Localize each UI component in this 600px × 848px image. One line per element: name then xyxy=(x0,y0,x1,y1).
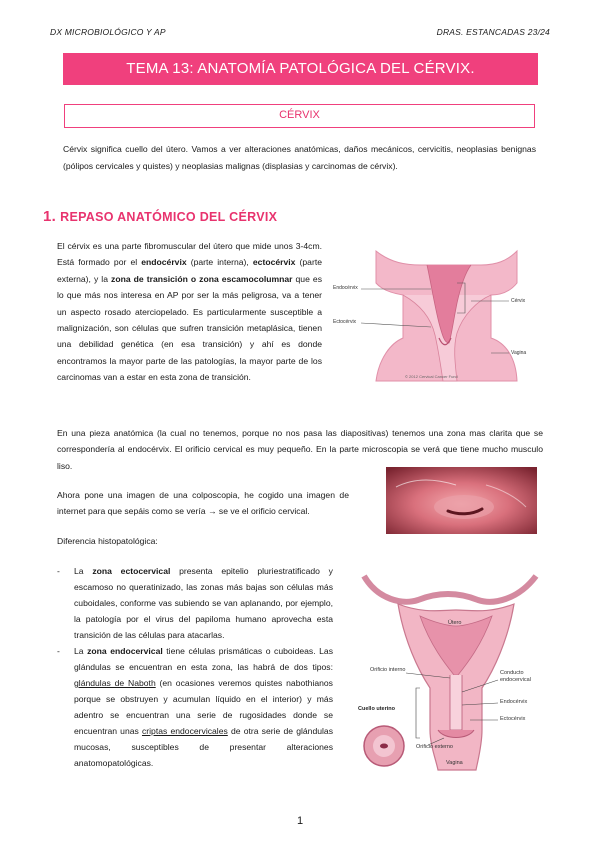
page-number: 1 xyxy=(296,815,304,827)
histology-list xyxy=(57,563,333,771)
intro-paragraph: Cérvix significa cuello del útero. Vamos a ver alteraciones anatómicas, daños mecánicos, cervicitis, neoplasias benignas (pólipos cervicales y quistes) y neoplasias malignas (displasias y carcinomas de cérvix). xyxy=(63,144,536,171)
term-ectocervix: ectocérvix xyxy=(252,257,296,268)
cervix-anatomy-figure xyxy=(331,243,538,383)
label-cervix: Cérvix xyxy=(511,298,526,304)
histo-heading: Diferencia histopatológica: xyxy=(57,536,158,546)
text-run: La xyxy=(74,646,88,656)
term-endocervical-crypts: criptas endocervicales xyxy=(141,726,228,736)
header-right: DRAS. ESTANCADAS 23/24 xyxy=(436,27,550,37)
anatomy-paragraph xyxy=(57,238,322,386)
text-run: tiene células prismáticas o cuboideas. Las glándulas se encuentran en esta zona, las habrá de dos tipos: xyxy=(74,646,333,672)
label-internal-os: Orificio interno xyxy=(370,667,406,673)
label-vagina: Vagina xyxy=(511,350,527,356)
list-item xyxy=(57,563,333,643)
label-ectocervix: Ectocérvix xyxy=(500,716,526,722)
figure-credit: © 2012 Cervical Cancer Fund xyxy=(405,374,458,379)
bullet-dash: - xyxy=(57,646,60,656)
section-title: REPASO ANATÓMICO DEL CÉRVIX xyxy=(60,210,278,224)
header-left: DX MICROBIOLÓGICO Y AP xyxy=(50,27,166,37)
text-run: que es lo que más nos interesa en AP por ser la más peligrosa, va a tener un aspecto rosado aterciopelado. Es particularmente susceptible a malignización, son células que sufren transición metaplásica, tienen una debilidad genética (en esa transición) y ahí es donde encontramos la mayor parte de las patologías, la mayor parte de los carcinomas van a estar en esta zona de transición. xyxy=(57,273,322,383)
list-item xyxy=(57,643,333,771)
text-run: (parte interna), xyxy=(186,257,253,268)
text-run: La xyxy=(74,566,93,576)
text-run: presenta epitelio pluriestratificado y escamoso no queratinizado, las zonas más bajas son células más cuboidales, conforme vas subiendo se van aplanando, por ejemplo, la patología por el virus del papiloma humano aprovecha esta transición de las células para atacarlas. xyxy=(74,566,333,640)
label-ectocervix: Ectocérvix xyxy=(333,319,357,325)
term-endocervical-zone: zona endocervical xyxy=(87,646,163,656)
label-external-os: Orificio externo xyxy=(416,744,453,750)
text-run: (en ocasiones veremos quistes nabothianos porque se obstruyen y acumulan líquido en el interior) y más adentro se encuentran una serie de rugosidades donde se encuentran unas xyxy=(74,678,333,736)
label-cervix-uteri: Cuello uterino xyxy=(358,706,395,712)
term-endocervix: endocérvix xyxy=(141,257,187,268)
colposcopy-photo xyxy=(386,467,537,534)
label-vagina: Vagina xyxy=(446,760,463,766)
section-subtitle: CÉRVIX xyxy=(64,104,535,128)
colposcopy-illustration xyxy=(386,467,537,534)
text-run: El cérvix es una parte fibromuscular del útero que mide unos 3-4cm. Está formado por el xyxy=(57,241,322,268)
text-run: (parte externa), y la xyxy=(57,257,322,284)
term-ectocervical-zone: zona ectocervical xyxy=(92,566,171,576)
cervix-anatomy-illustration xyxy=(331,243,538,383)
label-endocervix: Endocérvix xyxy=(500,699,528,705)
section-heading xyxy=(43,208,277,225)
bullet-dash: - xyxy=(57,566,60,576)
page-title: TEMA 13: ANATOMÍA PATOLÓGICA DEL CÉRVIX. xyxy=(63,53,538,85)
section-number: 1. xyxy=(43,208,57,225)
label-endocervical-canal: Conducto endocervical xyxy=(500,670,531,683)
anatomical-piece-paragraph: En una pieza anatómica (la cual no tenemos, porque no nos pasa las diapositivas) tenemos una zona mas clarita que se correspondería al endocérvix. El orificio cervical es muy pequeño. En la parte microscopia se verá que tiene mucho musculo liso. xyxy=(57,428,543,471)
colposcopy-paragraph: Ahora pone una imagen de una colposcopia, he cogido una imagen de internet para que sepáis como se vería → se ve el orificio cervical. xyxy=(57,490,349,517)
label-endocervix: Endocérvix xyxy=(333,285,358,291)
text-run: de otra serie de glándulas mucosas, susceptibles de presentar alteraciones anatomopatológicas. xyxy=(74,726,333,768)
term-transition-zone: zona de transición o zona escamocolumnar xyxy=(111,273,293,284)
label-uterus: Útero xyxy=(448,620,462,626)
term-naboth-glands: glándulas de Naboth xyxy=(74,678,156,688)
uterus-diagram-figure xyxy=(358,570,544,772)
